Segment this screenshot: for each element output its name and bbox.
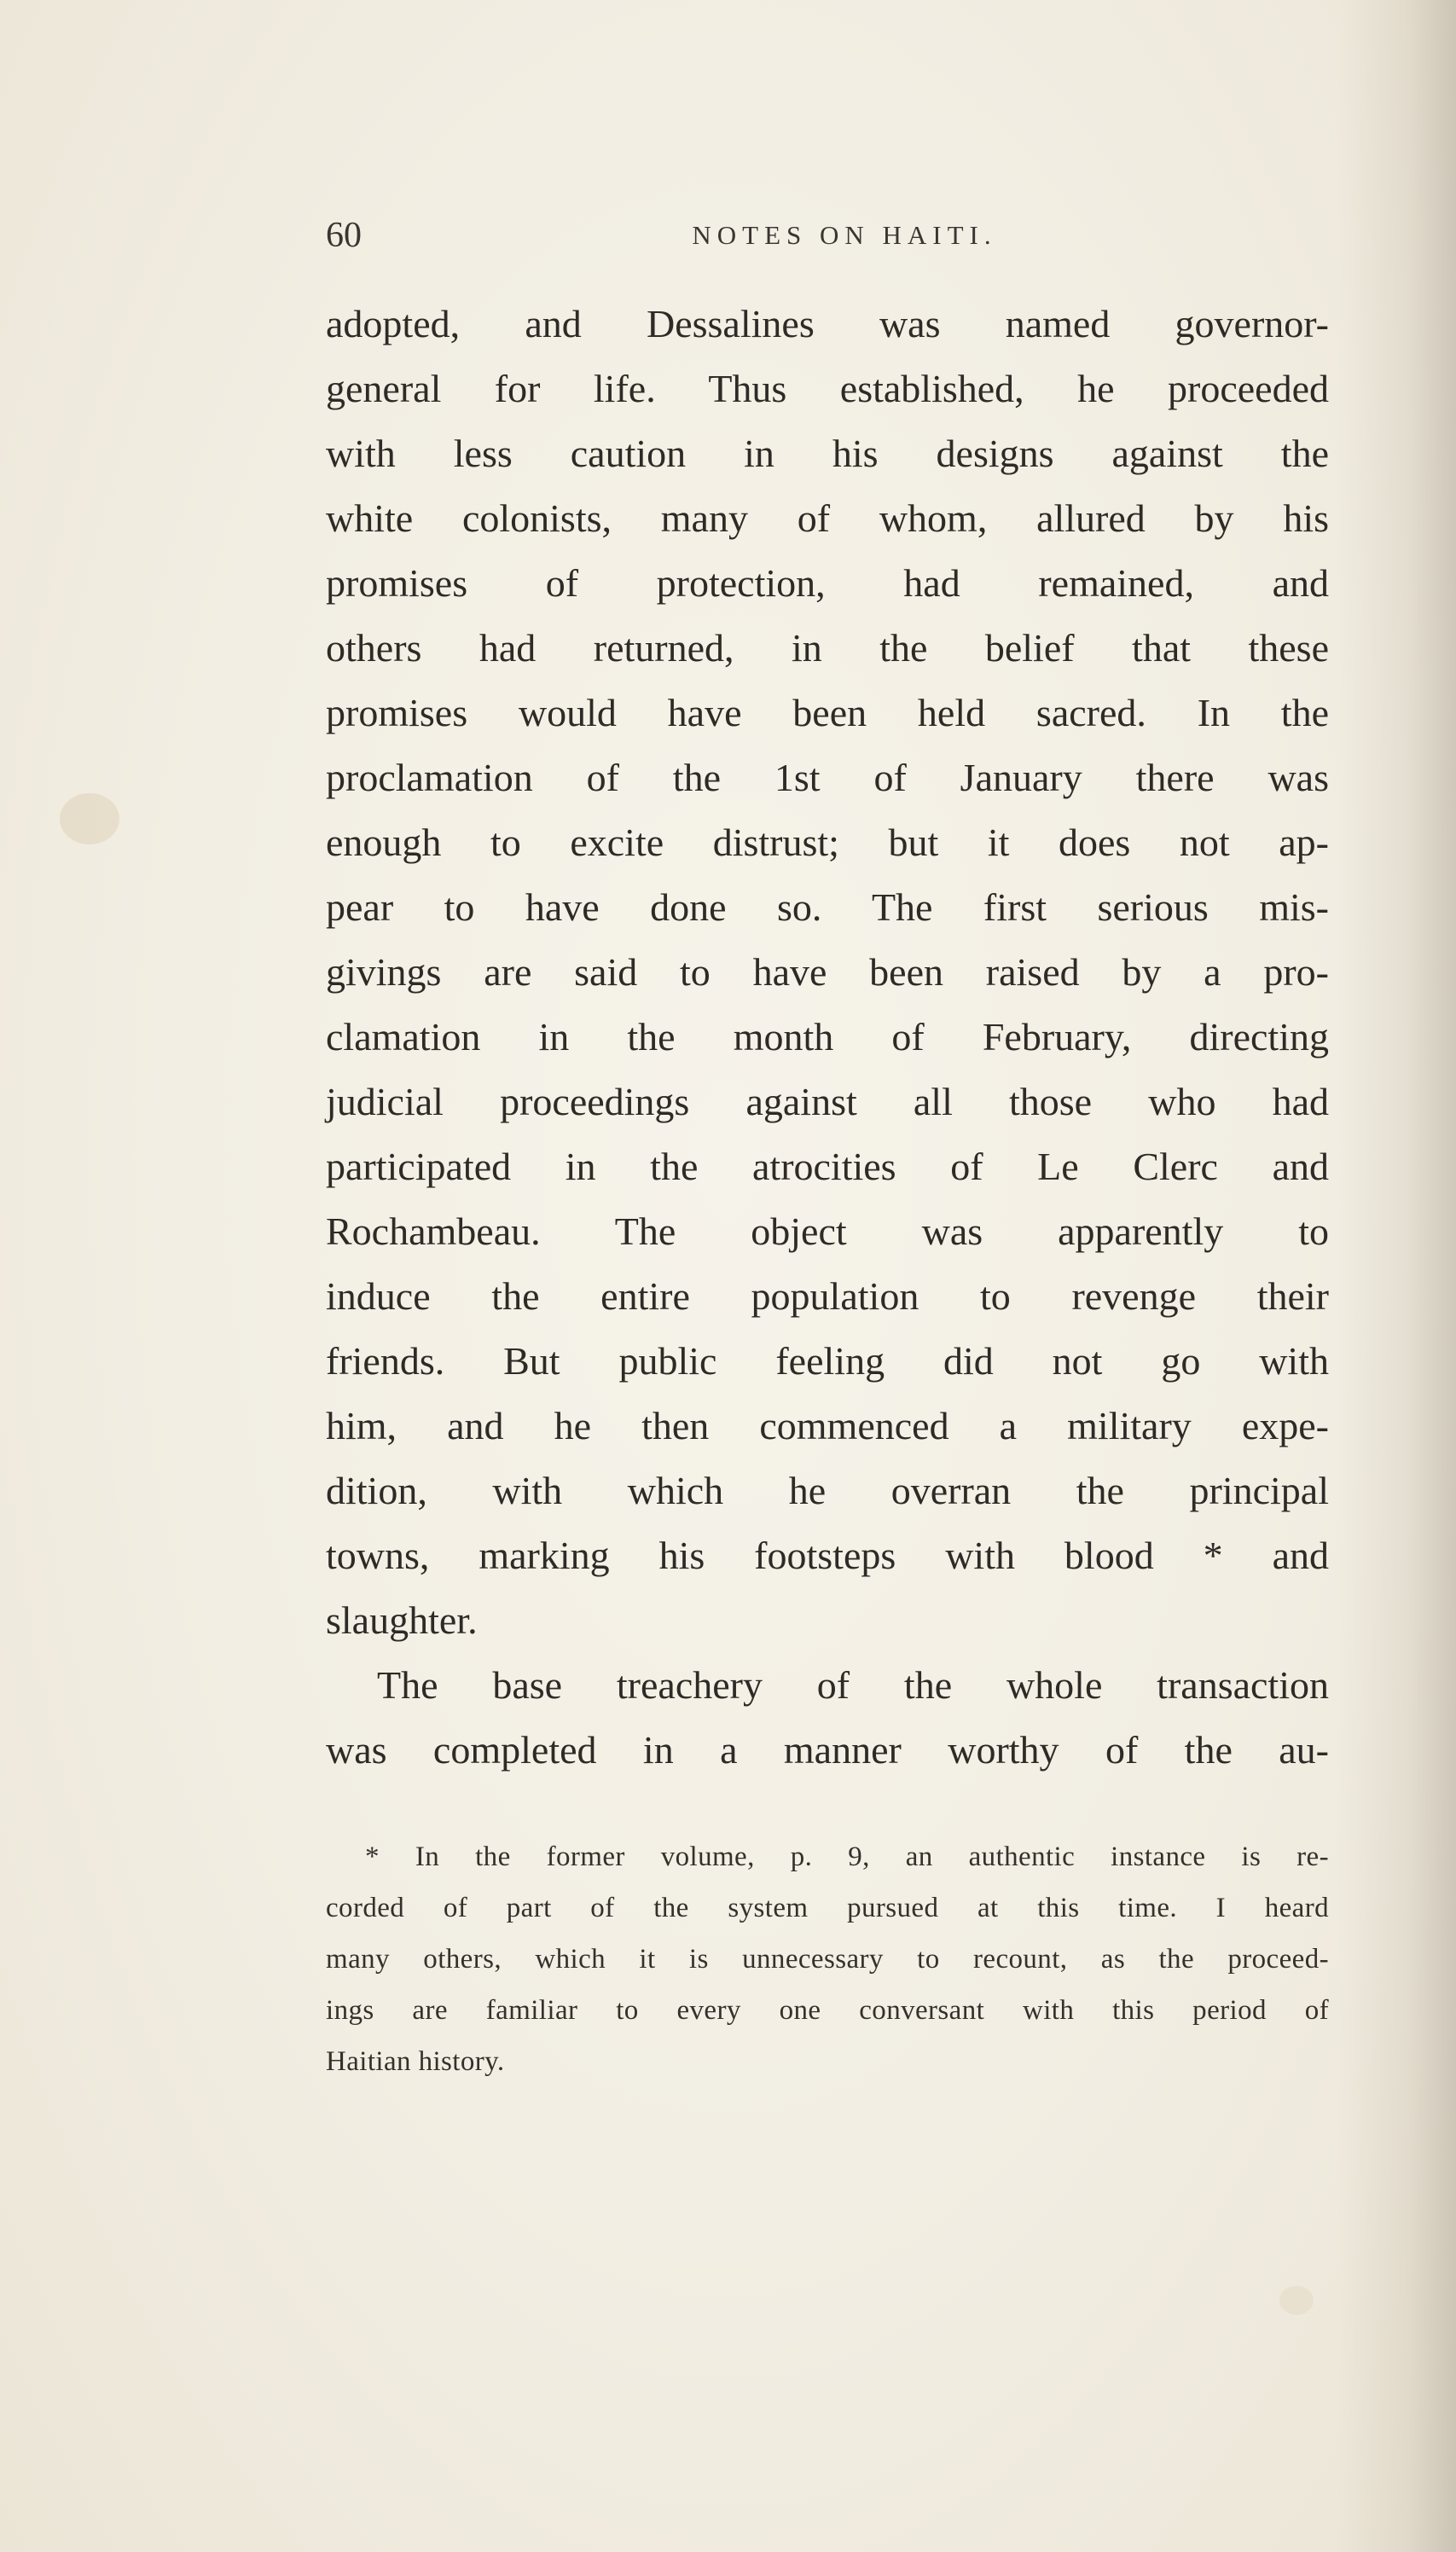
footnote-line: many others, which it is unnecessary to recount, as the proceed- bbox=[326, 1944, 1329, 1975]
text-line: givings are said to have been raised by a pro- bbox=[326, 950, 1329, 994]
paper-stain bbox=[1279, 2286, 1314, 2315]
text-line: friends. But public feeling did not go with bbox=[326, 1339, 1329, 1383]
text-line: promises would have been held sacred. In the bbox=[326, 691, 1329, 734]
footnote-line: * In the former volume, p. 9, an authentic instance is re- bbox=[365, 1842, 1329, 1872]
footnote-line: corded of part of the system pursued at this time. I heard bbox=[326, 1893, 1329, 1923]
text-line: enough to excite distrust; but it does not ap- bbox=[326, 821, 1329, 864]
text-line: adopted, and Dessalines was named governor- bbox=[326, 302, 1329, 345]
text-line: general for life. Thus established, he proceeded bbox=[326, 367, 1329, 410]
text-line: pear to have done so. The first serious mis- bbox=[326, 885, 1329, 929]
text-line: dition, with which he overran the principal bbox=[326, 1469, 1329, 1512]
running-head bbox=[326, 210, 1329, 261]
text-line: white colonists, many of whom, allured by his bbox=[326, 496, 1329, 540]
paper-stain bbox=[60, 793, 119, 844]
text-line: him, and he then commenced a military expe- bbox=[326, 1404, 1329, 1447]
text-line: proclamation of the 1st of January there was bbox=[326, 756, 1329, 799]
text-line: The base treachery of the whole transaction bbox=[377, 1663, 1329, 1707]
text-line: was completed in a manner worthy of the au- bbox=[326, 1728, 1329, 1772]
text-line: judicial proceedings against all those who had bbox=[326, 1080, 1329, 1123]
page-edge-shadow bbox=[1337, 0, 1456, 2552]
page-number: 60 bbox=[326, 216, 362, 255]
text-line: participated in the atrocities of Le Clerc and bbox=[326, 1145, 1329, 1188]
footnote bbox=[326, 1831, 1329, 2087]
text-line: induce the entire population to revenge their bbox=[326, 1274, 1329, 1318]
text-line: clamation in the month of February, directing bbox=[326, 1015, 1329, 1058]
text-line: towns, marking his footsteps with blood * and bbox=[326, 1534, 1329, 1577]
text-line: promises of protection, had remained, and bbox=[326, 561, 1329, 605]
running-title: NOTES ON HAITI. bbox=[692, 220, 997, 250]
footnote-line: ings are familiar to every one conversant with this period of bbox=[326, 1995, 1329, 2026]
main-text bbox=[326, 292, 1329, 1783]
text-line: with less caution in his designs against the bbox=[326, 432, 1329, 475]
text-line: slaughter. bbox=[326, 1598, 478, 1642]
text-line: Rochambeau. The object was apparently to bbox=[326, 1209, 1329, 1253]
text-line: others had returned, in the belief that these bbox=[326, 626, 1329, 670]
footnote-line: Haitian history. bbox=[326, 2046, 505, 2077]
